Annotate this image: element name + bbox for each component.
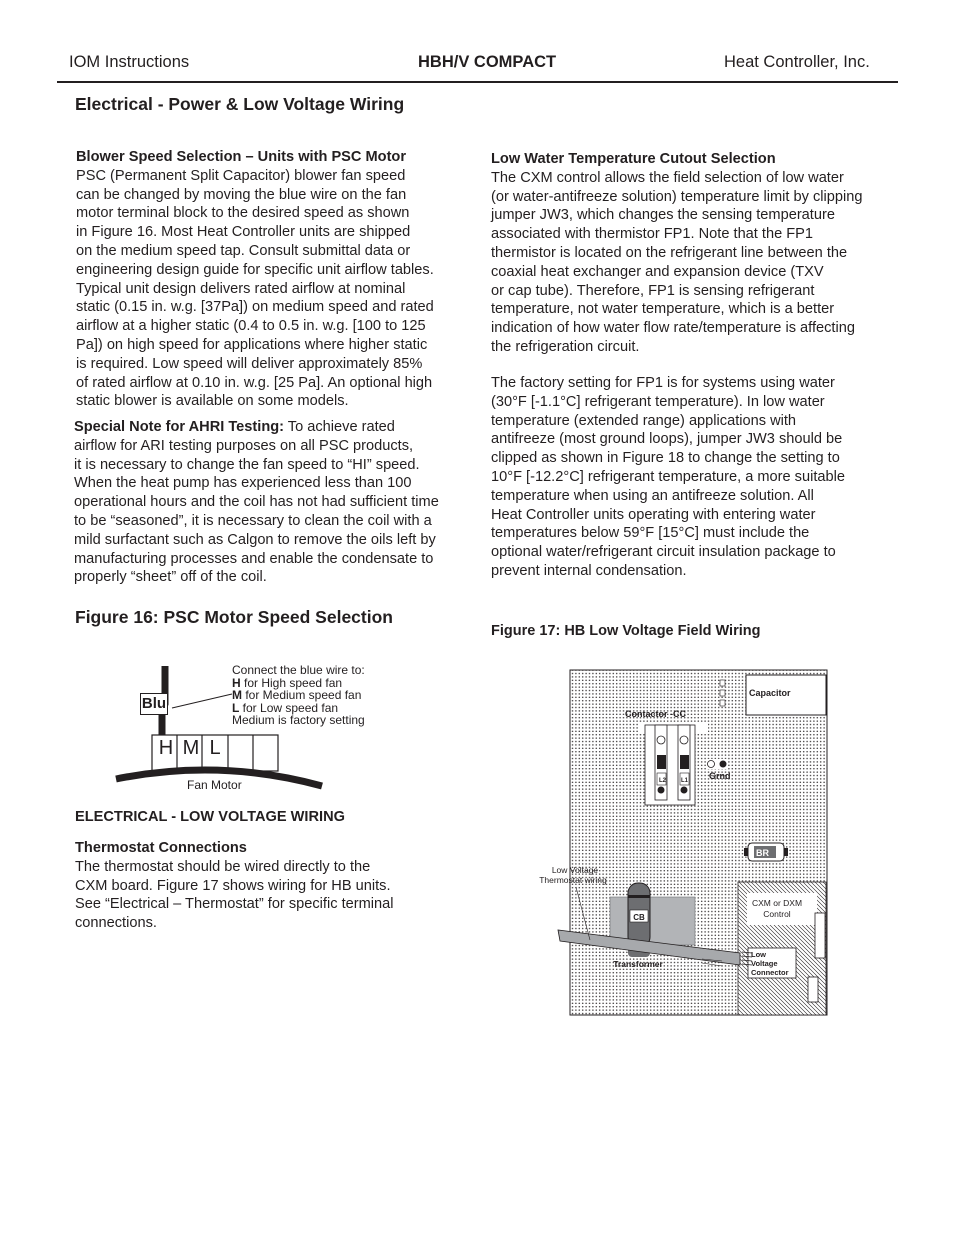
blower-heading: Blower Speed Selection – Units with PSC Motor [76, 149, 407, 165]
blower-line: is required. Low speed will deliver approximately 85% [76, 355, 423, 372]
blower-line: in Figure 16. Most Heat Controller units are shipped [76, 224, 411, 241]
blower-line: airflow at a higher static (0.4 to 0.5 in. w.g. [100 to 125 [76, 318, 426, 335]
lvc-label-2: Voltage [751, 959, 778, 968]
ahri-line: it is necessary to change the fan speed to “HI” speed. [74, 456, 420, 473]
ahri-line: operational hours and the coil has not had sufficient time [74, 494, 439, 511]
cxm-label-2: Control [763, 909, 791, 919]
lv-wiring-label-1: Low Voltage [551, 865, 599, 875]
fp1-line: 10°F [-12.2°C] refrigerant temperature, a more suitable [491, 468, 845, 485]
note-key-m: M [232, 688, 242, 703]
l2-label: L2 [659, 778, 667, 784]
blower-section [76, 148, 476, 411]
thermostat-section [75, 839, 475, 933]
fp1-line: temperatures below 59°F [15°C] must include the [491, 525, 810, 542]
cxm-label-1: CXM or DXM [751, 898, 803, 908]
lwt-line: the refrigeration circuit. [491, 338, 640, 355]
thermostat-line: CXM board. Figure 17 shows wiring for HB units. [75, 877, 391, 894]
figure16-title: Figure 16: PSC Motor Speed Selection [75, 607, 393, 627]
note-key-l: L [232, 700, 240, 715]
thermostat-heading: Thermostat Connections [75, 840, 247, 856]
blower-line: on the medium speed tap. Consult submittal data or [76, 242, 411, 259]
ground-label: Grnd [709, 771, 731, 781]
low-voltage-title: ELECTRICAL - LOW VOLTAGE WIRING [75, 809, 345, 825]
lwt-line: indication of how water flow rate/temperature is affecting [491, 320, 855, 337]
figure17-title: Figure 17: HB Low Voltage Field Wiring [491, 623, 761, 639]
lwt-line: jumper JW3, which changes the sensing temperature [491, 207, 835, 224]
fp1-line: The factory setting for FP1 is for systems using water [491, 375, 835, 391]
header-rule [57, 81, 898, 83]
blower-line: Pa]) on high speed for applications where higher static [76, 336, 428, 353]
transformer-label: Transformer [613, 959, 663, 969]
lwt-line: (or water-antifreeze solution) temperature limit by clipping [491, 188, 863, 205]
fp1-line: optional water/refrigerant circuit insulation package to [491, 544, 836, 561]
ahri-line: to be “seasoned”, it is necessary to clean the coil with a [74, 512, 432, 529]
note-text-h: for High speed fan [240, 675, 343, 690]
header-right: Heat Controller, Inc. [724, 53, 870, 71]
contactor-label: Contactor -CC [625, 709, 686, 719]
fp1-line: clipped as shown in Figure 18 to change the setting to [491, 450, 840, 467]
l1-label: L1 [681, 778, 689, 784]
note-text-m: for Medium speed fan [242, 688, 362, 703]
header-left: IOM Instructions [69, 53, 190, 71]
fp1-line: temperature when using an antifreeze solution. All [491, 487, 814, 504]
ground-terminal [708, 761, 715, 768]
lvc-label-1: Low [751, 950, 766, 959]
ahri-line: properly “sheet” off of the coil. [74, 569, 267, 586]
cb-label: CB [633, 913, 645, 922]
fan-motor-label: Fan Motor [187, 778, 242, 792]
ahri-line: mild surfactant such as Calgon to remove the oils left by [74, 531, 436, 548]
lwt-line: coaxial heat exchanger and expansion device (TXV [491, 263, 824, 280]
lv-wiring-label-2: Thermostat wiring [539, 875, 607, 885]
blower-line: engineering design guide for specific unit airflow tables. [76, 261, 434, 278]
thermostat-line: The thermostat should be wired directly to the [75, 858, 371, 875]
thermostat-line: connections. [75, 915, 157, 932]
terminal-h: H [158, 737, 174, 759]
lwt-line: or cap tube). Therefore, FP1 is sensing refrigerant [491, 282, 815, 299]
ahri-line: When the heat pump has experienced less than 100 [74, 475, 412, 492]
ahri-first-rest: To achieve rated [284, 419, 395, 435]
blower-line: PSC (Permanent Split Capacitor) blower fan speed [76, 167, 406, 184]
thermostat-line: See “Electrical – Thermostat” for specific terminal [75, 896, 394, 913]
ahri-line: manufacturing processes and enable the condensate to [74, 550, 434, 567]
blower-line: motor terminal block to the desired speed as shown [76, 205, 410, 222]
ahri-section [74, 418, 474, 587]
br-label: BR [756, 848, 769, 858]
blower-line: static blower is available on some models. [76, 393, 349, 410]
terminal-m: M [182, 737, 200, 759]
header-center: HBH/V COMPACT [418, 53, 557, 71]
fp1-line: prevent internal condensation. [491, 562, 687, 579]
hb-wiring-diagram [530, 665, 840, 1025]
lwt-section [491, 150, 901, 357]
note-intro: Connect the blue wire to: [232, 663, 365, 677]
lwt-line: The CXM control allows the field selection of low water [491, 169, 844, 186]
fp1-section [491, 374, 901, 581]
fp1-line: (30°F [-1.1°C] refrigerant temperature). In low water [491, 393, 825, 410]
leader-line [172, 694, 232, 708]
capacitor-label: Capacitor [749, 688, 791, 698]
lwt-line: thermistor is located on the refrigerant line between the [491, 244, 848, 261]
note-text-l: for Low speed fan [239, 700, 339, 715]
figure16-note [232, 664, 365, 727]
blower-line: of rated airflow at 0.10 in. w.g. [25 Pa]. An optional high [76, 374, 433, 391]
lvc-label-3: Connector [751, 968, 789, 977]
note-last: Medium is factory setting [232, 713, 365, 728]
lwt-heading: Low Water Temperature Cutout Selection [491, 151, 776, 167]
ahri-lead: Special Note for AHRI Testing: [74, 419, 285, 435]
fp1-line: temperature (extended range) applications with [491, 412, 797, 429]
ahri-line: airflow for ARI testing purposes on all PSC products, [74, 437, 414, 454]
lwt-line: temperature, not water temperature, which is a better [491, 301, 835, 318]
terminal-l: L [209, 737, 221, 759]
fp1-line: antifreeze (most ground loops), jumper JW3 should be [491, 431, 843, 448]
blower-line: Typical unit design delivers rated airflow at nominal [76, 280, 406, 297]
section-title: Electrical - Power & Low Voltage Wiring [75, 94, 405, 114]
blue-label: Blu [140, 693, 168, 715]
lwt-line: associated with thermistor FP1. Note that the FP1 [491, 226, 814, 243]
note-key-h: H [232, 675, 241, 690]
fp1-line: Heat Controller units operating with entering water [491, 506, 816, 523]
blower-line: can be changed by moving the blue wire on the fan [76, 186, 407, 203]
blower-line: static (0.15 in. w.g. [37Pa]) on medium speed and rated [76, 299, 434, 316]
